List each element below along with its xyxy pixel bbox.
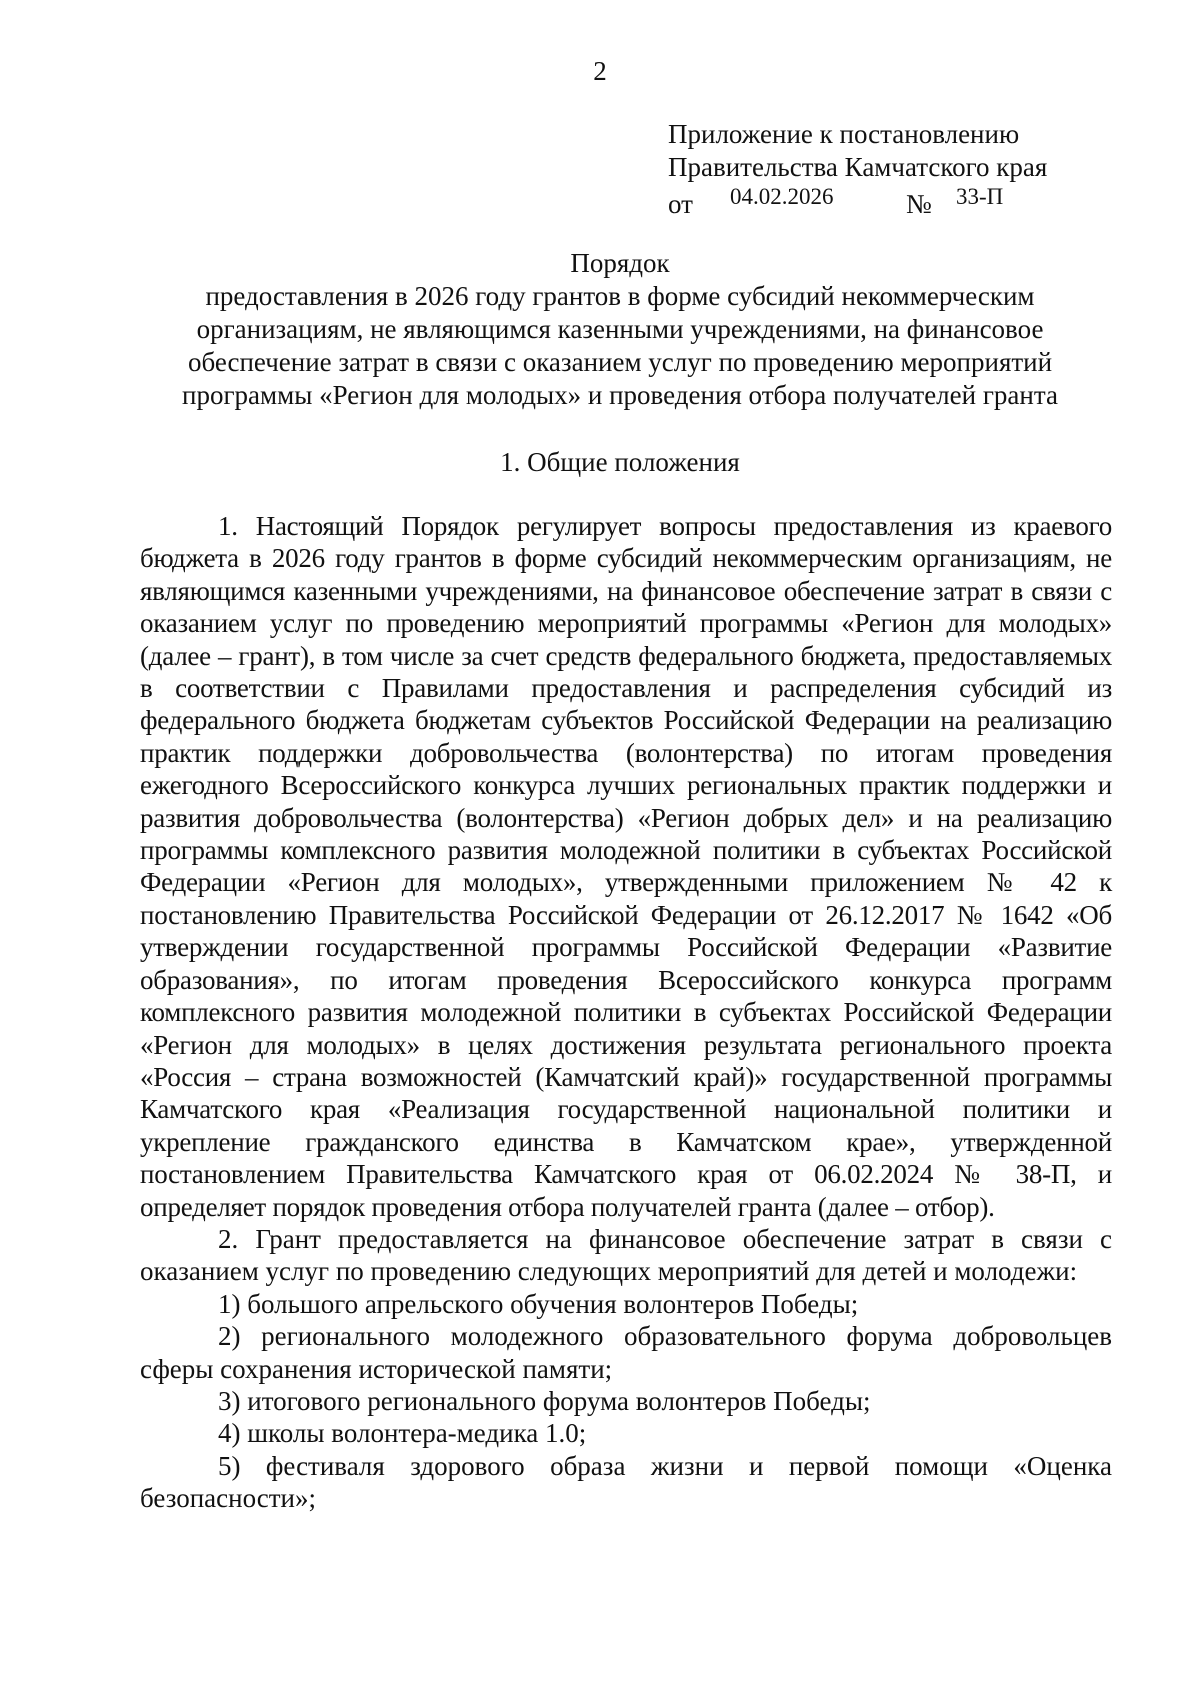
number-sign: № [906, 189, 932, 219]
appendix-date-row [668, 184, 1138, 217]
paragraph-1: 1. Настоящий Порядок регулирует вопросы предоставления из краевого бюджета в 2026 году грантов в форме субсидий некоммерческим организациям, не являющимся казенными учреждениями, на финансовое обеспечение затрат в связи с оказанием услуг по проведению мероприятий программы «Регион для молодых» (далее – грант), в том числе за счет средств федерального бюджета, предоставляемых в соответствии с Правилами предоставления и распределения субсидий из федерального бюджета бюджетам субъектов Российской Федерации на реализацию практик поддержки добровольчества (волонтерства) по итогам проведения ежегодного Всероссийского конкурса лучших региональных практик поддержки и развития добровольчества (волонтерства) «Регион добрых дел» и на реализацию программы комплексного развития молодежной политики в субъектах Российской Федерации «Регион для молодых», утвержденными приложением № 42 к постановлению Правительства Российской Федерации от 26.12.2017 № 1642 «Об утверждении государственной программы Российской Федерации «Развитие образования», по итогам проведения Всероссийского конкурса программ комплексного развития молодежной политики в субъектах Российской Федерации «Регион для молодых» в целях достижения результата регионального проекта «Россия – страна возможностей (Камчатский край)» государственной программы Камчатского края «Реализация государственной национальной политики и укрепление гражданского единства в Камчатском крае», утвержденной постановлением Правительства Камчатского края от 06.02.2024 № 38-П, и определяет порядок проведения отбора получателей гранта (далее – отбор). [140, 511, 1112, 1222]
document-title: Порядок [570, 248, 670, 278]
appendix-line-1: Приложение к постановлению [668, 119, 1020, 149]
list-item-2: 2) регионального молодежного образовательного форума добровольцев сферы сохранения исторической памяти; [140, 1321, 1112, 1384]
document-body [140, 510, 1112, 1515]
list-item-3: 3) итогового регионального форума волонтеров Победы; [218, 1385, 871, 1416]
list-item-5: 5) фестиваля здорового образа жизни и первой помощи «Оценка безопасности»; [140, 1450, 1112, 1514]
page-number: 2 [593, 56, 607, 86]
list-item-4: 4) школы волонтера-медика 1.0; [218, 1418, 587, 1449]
paragraph-2: 2. Грант предоставляется на финансовое обеспечение затрат в связи с оказанием услуг по проведению следующих мероприятий для детей и молодежи: [140, 1223, 1112, 1287]
resolution-number: 33-П [956, 184, 1004, 209]
appendix-line-2: Правительства Камчатского края [668, 152, 1048, 182]
document-title-block [140, 247, 1100, 412]
section-heading: 1. Общие положения [500, 447, 740, 477]
resolution-date: 04.02.2026 [730, 184, 834, 209]
document-subtitle: предоставления в 2026 году грантов в форме субсидий некоммерческим организациям, не являющимся казенными учреждениями, на финансовое обеспечение затрат в связи с оказанием услуг по проведению мероприятий программы «Регион для молодых» и проведения отбора получателей гранта [182, 281, 1058, 410]
list-item-1: 1) большого апрельского обучения волонтеров Победы; [218, 1288, 859, 1319]
from-label: от [668, 189, 693, 219]
appendix-header [668, 118, 1138, 217]
